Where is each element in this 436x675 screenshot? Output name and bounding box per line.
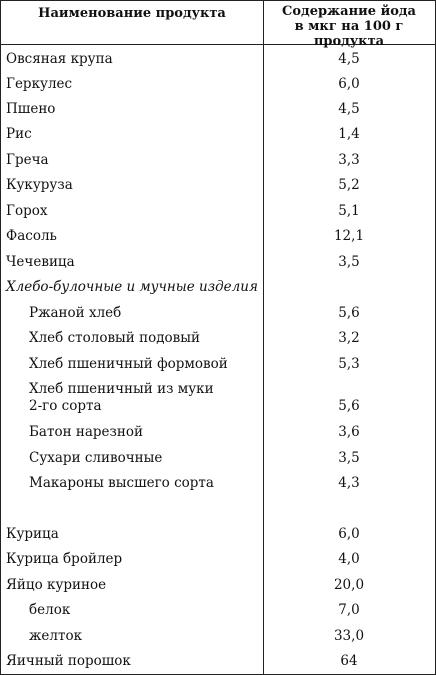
product-name: Яичный порошок bbox=[6, 653, 131, 669]
product-name: Рис bbox=[6, 126, 32, 142]
header-iodine-content bbox=[263, 4, 435, 49]
iodine-value: 64 bbox=[340, 653, 358, 669]
iodine-value: 5,6 bbox=[338, 305, 360, 321]
table-header bbox=[1, 1, 435, 49]
product-name: Пшено bbox=[6, 101, 56, 117]
iodine-value: 5,1 bbox=[338, 203, 360, 219]
iodine-value: 3,5 bbox=[338, 254, 360, 270]
product-name: Овсяная крупа bbox=[6, 51, 113, 67]
header-iodine-line2: в мкг на 100 г продукта bbox=[294, 19, 404, 49]
iodine-value: 4,5 bbox=[338, 51, 360, 67]
product-name: Фасоль bbox=[6, 228, 57, 244]
product-name: желток bbox=[29, 628, 83, 644]
iodine-value: 4,5 bbox=[338, 101, 360, 117]
iodine-value: 3,5 bbox=[338, 450, 360, 466]
iodine-value: 5,3 bbox=[338, 356, 360, 372]
iodine-value: 5,2 bbox=[338, 177, 360, 193]
iodine-value: 3,2 bbox=[338, 330, 360, 346]
iodine-value: 6,0 bbox=[338, 76, 360, 92]
product-name: Сухари сливочные bbox=[29, 450, 163, 466]
iodine-value: 4,0 bbox=[338, 551, 360, 567]
product-name-line2: 2-го сорта bbox=[29, 398, 102, 414]
section-heading: Хлебо-булочные и мучные изделия bbox=[6, 279, 258, 295]
iodine-value: 12,1 bbox=[333, 228, 365, 244]
product-name: Геркулес bbox=[6, 76, 73, 92]
iodine-value: 1,4 bbox=[338, 126, 360, 142]
product-name: Кукуруза bbox=[6, 177, 73, 193]
product-name: Хлеб пшеничный из муки bbox=[29, 381, 214, 397]
product-name: Ржаной хлеб bbox=[29, 305, 122, 321]
header-product-name: Наименование продукта bbox=[38, 6, 226, 21]
iodine-value: 5,6 bbox=[338, 398, 360, 414]
product-name: Хлеб столовый подовый bbox=[29, 330, 200, 346]
header-iodine-line1: Содержание йода bbox=[282, 4, 416, 19]
product-name: Хлеб пшеничный формовой bbox=[29, 356, 228, 372]
iodine-value: 3,6 bbox=[338, 424, 360, 440]
iodine-value: 7,0 bbox=[338, 602, 360, 618]
iodine-value: 20,0 bbox=[333, 577, 365, 593]
product-name: Греча bbox=[6, 152, 49, 168]
product-name: Батон нарезной bbox=[29, 424, 144, 440]
iodine-value: 6,0 bbox=[338, 526, 360, 542]
iodine-value: 3,3 bbox=[338, 152, 360, 168]
product-name: Яйцо куриное bbox=[6, 577, 107, 593]
product-name: Горох bbox=[6, 203, 48, 219]
product-name: Курица bbox=[6, 526, 59, 542]
product-name: белок bbox=[29, 602, 71, 618]
iodine-value: 4,3 bbox=[338, 475, 360, 491]
product-name: Чечевица bbox=[6, 254, 75, 270]
iodine-value: 33,0 bbox=[333, 628, 365, 644]
product-name: Макароны высшего сорта bbox=[29, 475, 214, 491]
product-name: Курица бройлер bbox=[6, 551, 123, 567]
